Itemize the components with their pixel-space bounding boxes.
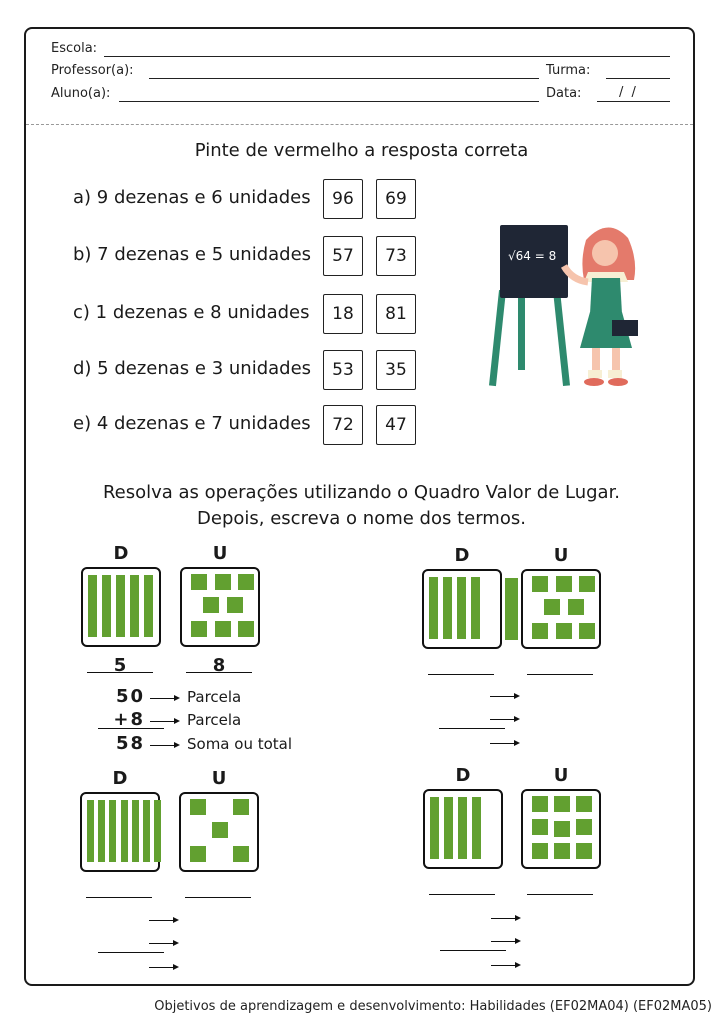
unit-cube-block	[212, 822, 228, 838]
unit-cube-block	[554, 843, 570, 859]
operation-number: 58	[115, 733, 145, 754]
question-label: a) 9 dezenas e 6 unidades	[73, 187, 311, 208]
unit-cube-block	[215, 574, 231, 590]
units-answer-line[interactable]	[527, 674, 593, 675]
ten-rod-block	[472, 797, 481, 859]
tens-answer-value: 5	[113, 655, 127, 676]
unit-cube-block	[532, 576, 548, 592]
column-label-d: D	[113, 543, 129, 564]
answer-option-box[interactable]: 53	[323, 350, 363, 390]
answer-option-box[interactable]: 57	[323, 236, 363, 276]
units-answer-line[interactable]	[185, 897, 251, 898]
answer-option-box[interactable]: 96	[323, 179, 363, 219]
unit-cube-block	[532, 623, 548, 639]
unit-cube-block	[215, 621, 231, 637]
teacher-field[interactable]	[149, 78, 539, 79]
ten-rod-block	[121, 800, 128, 862]
unit-cube-block	[576, 843, 592, 859]
operation-sum-line	[98, 728, 164, 729]
unit-cube-block	[532, 819, 548, 835]
unit-cube-block	[190, 799, 206, 815]
unit-cube-block	[191, 621, 207, 637]
unit-cube-block	[579, 576, 595, 592]
unit-cube-block	[532, 796, 548, 812]
teacher-illustration	[488, 220, 638, 392]
column-label-u: U	[211, 768, 227, 789]
column-label-d: D	[454, 545, 470, 566]
ten-rod-block	[471, 577, 480, 639]
arrow-icon	[149, 943, 177, 944]
tens-answer-line[interactable]	[428, 674, 494, 675]
exercise1-title: Pinte de vermelho a resposta correta	[194, 140, 529, 161]
answer-option-box[interactable]: 18	[323, 294, 363, 334]
unit-cube-block	[568, 599, 584, 615]
ten-rod-block	[457, 577, 466, 639]
ten-rod-block	[130, 575, 139, 637]
operation-sum-line[interactable]	[440, 950, 506, 951]
term-name: Soma ou total	[187, 735, 293, 753]
arrow-icon	[150, 745, 178, 746]
tens-answer-line[interactable]	[86, 897, 152, 898]
ten-rod-block	[505, 578, 518, 640]
school-field[interactable]	[104, 56, 670, 57]
unit-cube-block	[238, 621, 254, 637]
arrow-icon	[491, 918, 519, 919]
ten-rod-block	[444, 797, 453, 859]
unit-cube-block	[203, 597, 219, 613]
arrow-icon	[149, 920, 177, 921]
arrow-icon	[490, 719, 518, 720]
column-label-d: D	[112, 768, 128, 789]
unit-cube-block	[554, 821, 570, 837]
ten-rod-block	[154, 800, 161, 862]
footer-objectives: Objetivos de aprendizagem e desenvolvimento: Habilidades (EF02MA04) (EF02MA05)	[154, 999, 712, 1014]
arrow-icon	[491, 965, 519, 966]
arrow-icon	[491, 941, 519, 942]
operation-sum-line[interactable]	[98, 952, 164, 953]
answer-option-box[interactable]: 81	[376, 294, 416, 334]
tens-answer-line[interactable]	[429, 894, 495, 895]
operation-number: 50	[115, 686, 145, 707]
unit-cube-block	[544, 599, 560, 615]
unit-cube-block	[190, 846, 206, 862]
arrow-icon	[150, 721, 178, 722]
answer-option-box[interactable]: 73	[376, 236, 416, 276]
operation-sum-line[interactable]	[439, 728, 505, 729]
unit-cube-block	[191, 574, 207, 590]
unit-cube-block	[233, 799, 249, 815]
units-answer-value: 8	[212, 655, 226, 676]
chalkboard-text: √64 = 8	[508, 249, 557, 263]
student-field[interactable]	[119, 101, 539, 102]
ten-rod-block	[109, 800, 116, 862]
arrow-icon	[150, 698, 178, 699]
question-label: d) 5 dezenas e 3 unidades	[73, 358, 312, 379]
term-name: Parcela	[187, 688, 242, 706]
column-label-u: U	[212, 543, 228, 564]
school-label: Escola:	[51, 41, 98, 56]
student-label: Aluno(a):	[51, 86, 111, 101]
unit-cube-block	[554, 796, 570, 812]
arrow-icon	[490, 696, 518, 697]
unit-cube-block	[579, 623, 595, 639]
ten-rod-block	[430, 797, 439, 859]
question-label: c) 1 dezenas e 8 unidades	[73, 302, 310, 323]
date-label: Data:	[546, 86, 582, 101]
exercise2-title-line1: Resolva as operações utilizando o Quadro Valor de Lugar.	[102, 482, 621, 503]
arrow-icon	[490, 743, 518, 744]
term-name: Parcela	[187, 711, 242, 729]
answer-option-box[interactable]: 72	[323, 405, 363, 445]
unit-cube-block	[238, 574, 254, 590]
ten-rod-block	[429, 577, 438, 639]
column-label-u: U	[553, 545, 569, 566]
unit-cube-block	[532, 843, 548, 859]
easel-icon	[489, 225, 570, 386]
ten-rod-block	[132, 800, 139, 862]
unit-cube-block	[576, 819, 592, 835]
ten-rod-block	[87, 800, 94, 862]
question-label: e) 4 dezenas e 7 unidades	[73, 413, 311, 434]
unit-cube-block	[556, 623, 572, 639]
units-answer-line[interactable]	[527, 894, 593, 895]
ten-rod-block	[143, 800, 150, 862]
girl-icon	[564, 227, 638, 386]
ten-rod-block	[102, 575, 111, 637]
answer-option-box[interactable]: 69	[376, 179, 416, 219]
divider	[26, 124, 693, 125]
operation-number: +8	[113, 709, 145, 730]
unit-cube-block	[233, 846, 249, 862]
date-field[interactable]	[597, 101, 670, 102]
date-value: / /	[619, 85, 638, 100]
arrow-icon	[149, 967, 177, 968]
ten-rod-block	[458, 797, 467, 859]
column-label-d: D	[455, 765, 471, 786]
answer-option-box[interactable]: 47	[376, 405, 416, 445]
class-field[interactable]	[606, 78, 670, 79]
teacher-label: Professor(a):	[51, 63, 134, 78]
unit-cube-block	[576, 796, 592, 812]
ten-rod-block	[88, 575, 97, 637]
unit-cube-block	[227, 597, 243, 613]
ten-rod-block	[443, 577, 452, 639]
class-label: Turma:	[546, 63, 591, 78]
ten-rod-block	[144, 575, 153, 637]
unit-cube-block	[556, 576, 572, 592]
exercise2-title-line2: Depois, escreva o nome dos termos.	[197, 508, 526, 529]
answer-option-box[interactable]: 35	[376, 350, 416, 390]
column-label-u: U	[553, 765, 569, 786]
ten-rod-block	[98, 800, 105, 862]
ten-rod-block	[116, 575, 125, 637]
question-label: b) 7 dezenas e 5 unidades	[73, 244, 312, 265]
